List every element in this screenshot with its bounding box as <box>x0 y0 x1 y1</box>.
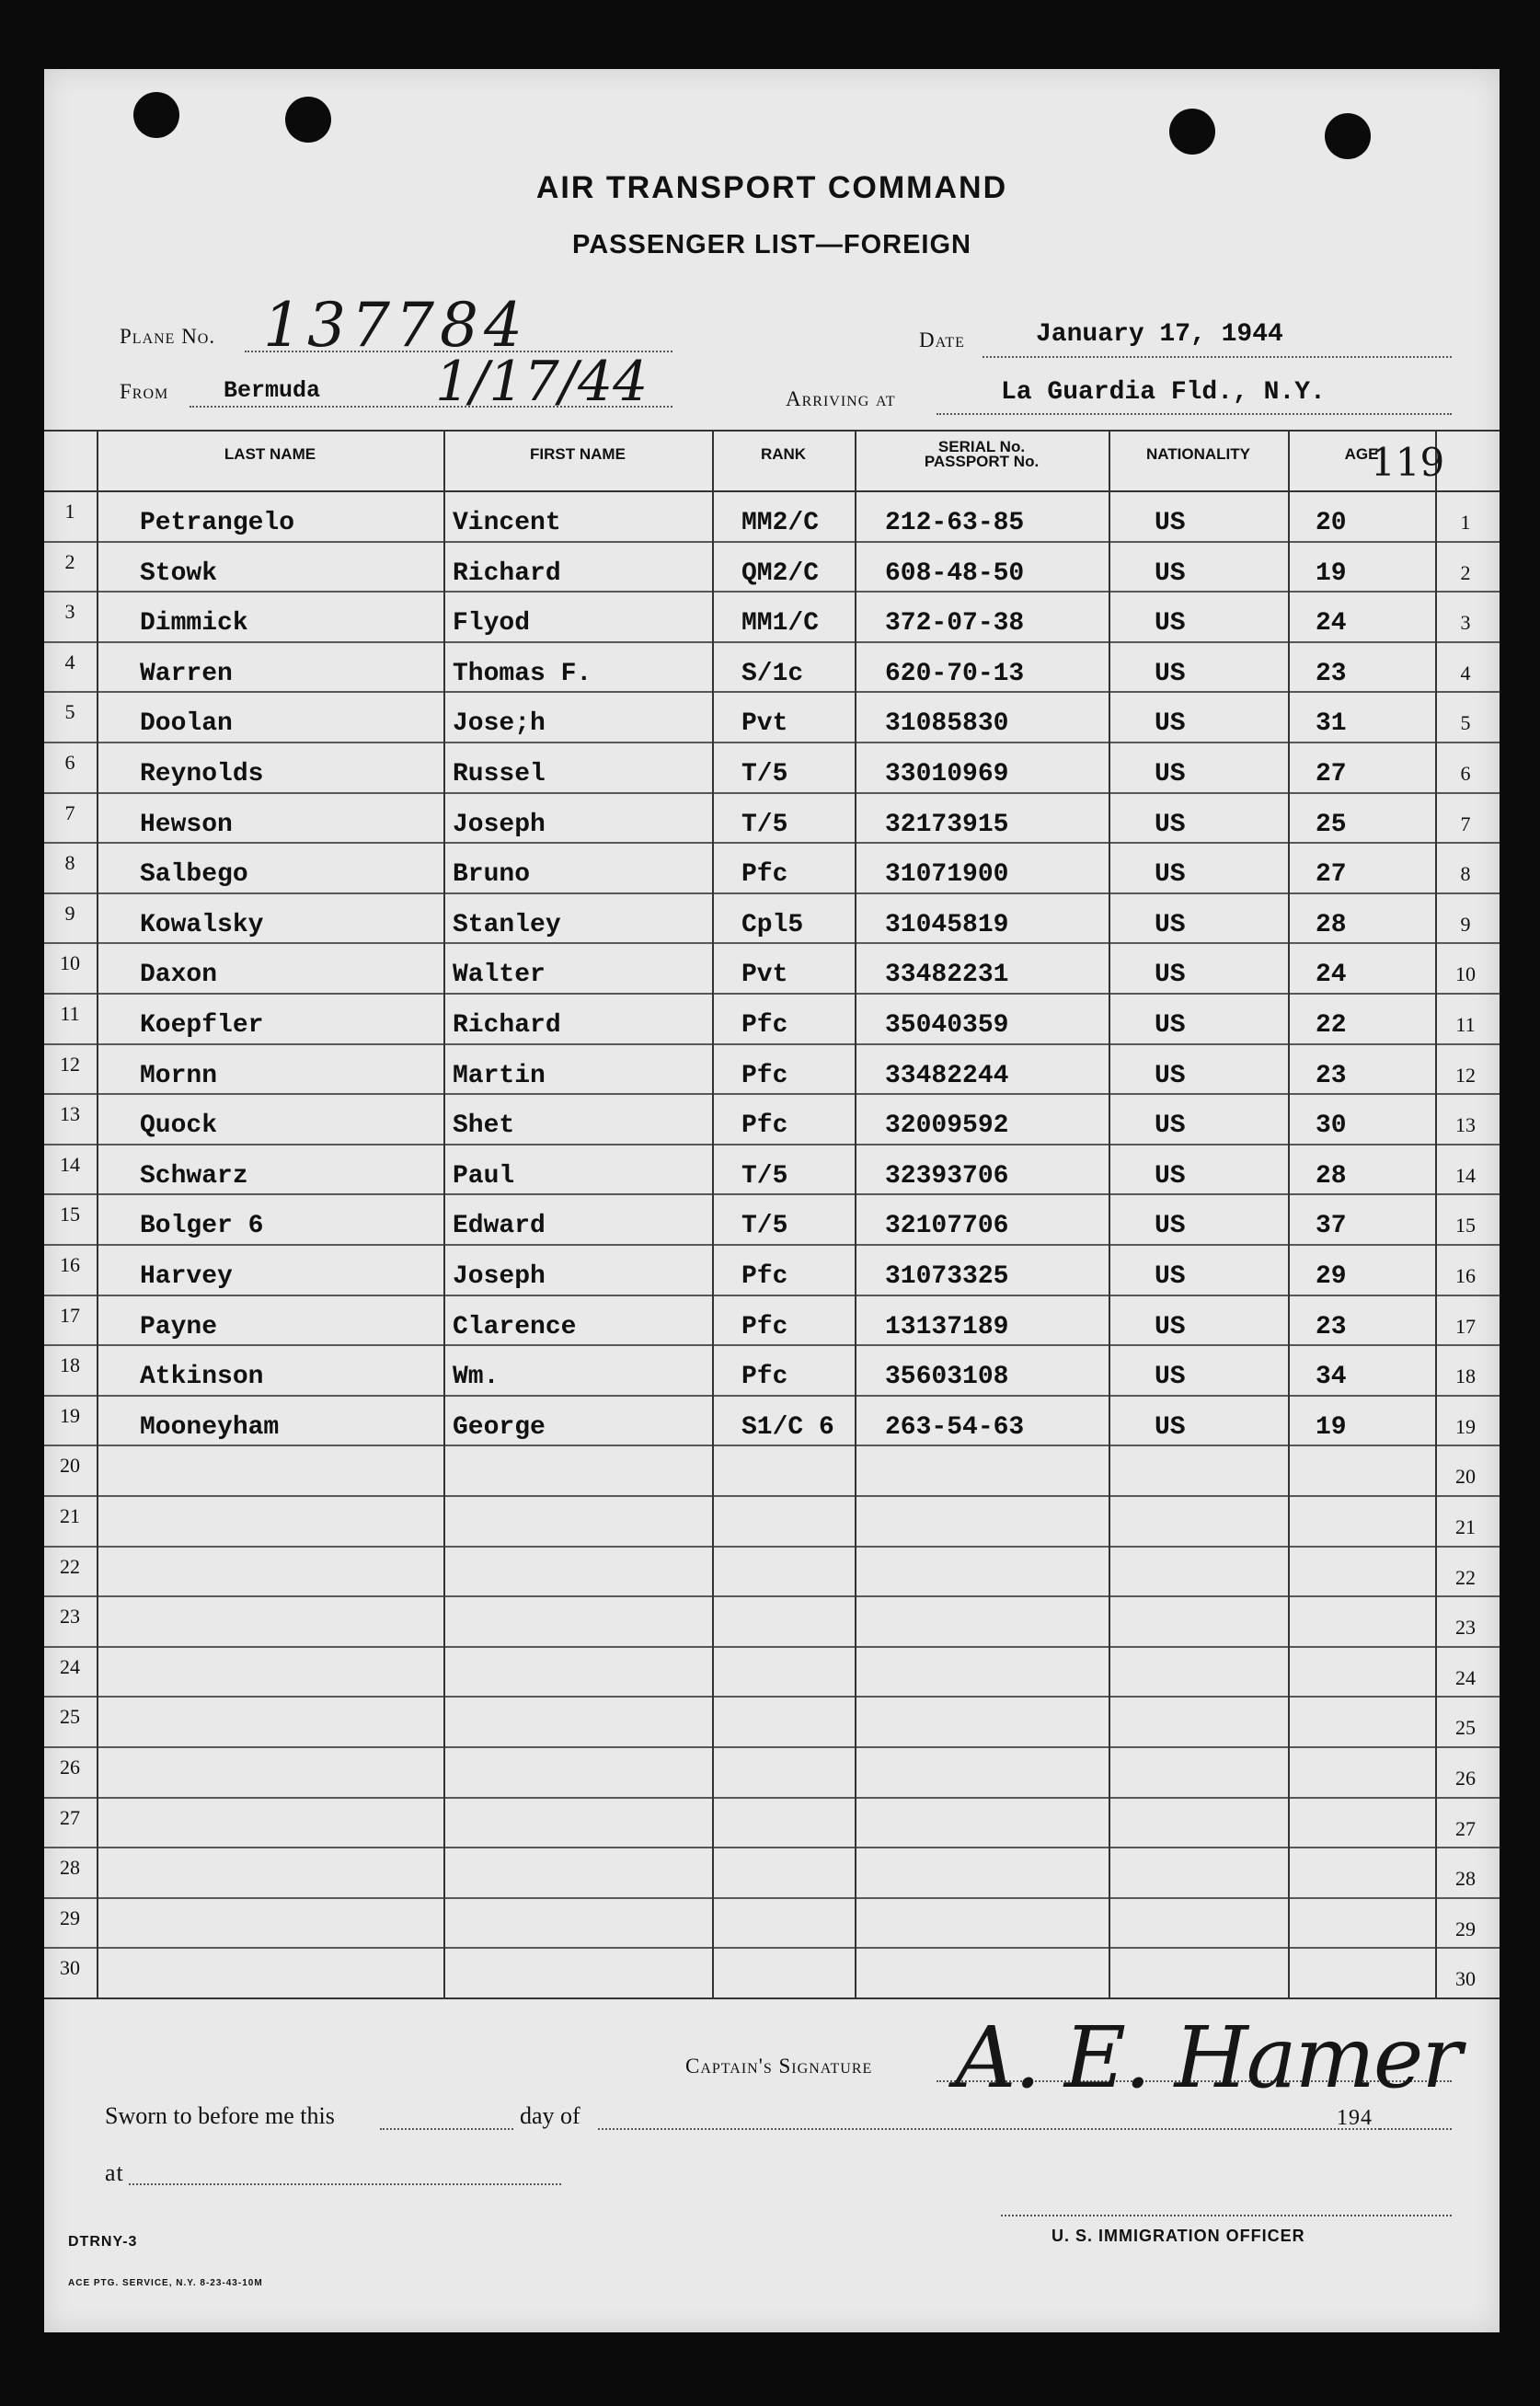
last-name-cell: Atkinson <box>140 1363 264 1392</box>
row-number-left: 12 <box>60 1052 80 1076</box>
from-label: From <box>120 380 169 403</box>
first-name-cell: Joseph <box>453 1262 546 1291</box>
nationality-cell: US <box>1155 1262 1186 1291</box>
row-number-right: 21 <box>1455 1515 1476 1538</box>
table-row-line <box>44 993 1500 995</box>
first-name-cell: Clarence <box>453 1312 577 1341</box>
nationality-cell: US <box>1155 760 1186 789</box>
page-number-stamp: 119 <box>1371 440 1445 485</box>
row-number-left: 6 <box>64 751 75 774</box>
nationality-cell: US <box>1155 961 1186 990</box>
row-number-right: 20 <box>1455 1465 1476 1489</box>
serial-no-cell: 372-07-38 <box>885 609 1025 639</box>
table-row-line <box>44 591 1500 593</box>
first-name-cell: Flyod <box>453 609 531 639</box>
header-age: AGE <box>1344 445 1379 463</box>
age-cell: 24 <box>1316 609 1347 639</box>
serial-no-cell: 32009592 <box>885 1111 1009 1141</box>
from-value: Bermuda <box>224 377 321 404</box>
nationality-cell: US <box>1155 1011 1186 1040</box>
table-row-line <box>44 792 1500 794</box>
first-name-cell: Walter <box>453 961 546 990</box>
last-name-cell: Harvey <box>140 1262 233 1291</box>
first-name-cell: George <box>453 1412 546 1442</box>
row-number-left: 13 <box>60 1102 80 1126</box>
table-row-line <box>44 1595 1500 1597</box>
from-handwritten-date: 1/17/44 <box>435 350 649 414</box>
row-number-right: 23 <box>1455 1616 1476 1640</box>
rank-cell: MM2/C <box>741 509 820 537</box>
row-number-right: 3 <box>1460 611 1471 635</box>
nationality-cell: US <box>1155 1212 1186 1241</box>
header-nationality: NATIONALITY <box>1145 445 1250 463</box>
first-name-cell: Richard <box>453 1011 561 1040</box>
row-number-left: 21 <box>60 1504 80 1527</box>
serial-no-cell: 33482231 <box>885 961 1009 990</box>
row-number-right: 28 <box>1455 1867 1476 1891</box>
table-row-line <box>44 1947 1500 1949</box>
arriving-at-value: La Guardia Fld., N.Y. <box>1001 378 1326 407</box>
first-name-cell: Paul <box>453 1161 515 1191</box>
rank-cell: Pfc <box>741 1363 788 1392</box>
row-number-right: 6 <box>1460 762 1471 785</box>
table-row-line <box>44 942 1500 944</box>
last-name-cell: Kowalsky <box>140 910 264 939</box>
age-cell: 23 <box>1316 659 1347 688</box>
row-number-right: 10 <box>1455 962 1476 986</box>
immigration-officer-line <box>1001 2215 1452 2216</box>
last-name-cell: Salbego <box>140 860 248 890</box>
row-number-right: 22 <box>1455 1565 1476 1589</box>
nationality-cell: US <box>1155 910 1186 939</box>
nationality-cell: US <box>1155 1363 1186 1392</box>
row-number-left: 24 <box>60 1654 80 1678</box>
row-number-right: 30 <box>1455 1967 1476 1991</box>
row-number-right: 26 <box>1455 1767 1476 1790</box>
row-number-right: 12 <box>1455 1063 1476 1087</box>
header-passport-no: PASSPORT No. <box>924 453 1040 470</box>
row-number-left: 10 <box>60 951 80 975</box>
table-row-line <box>44 1295 1500 1296</box>
first-name-cell: Richard <box>453 558 561 588</box>
column-divider-serial <box>1109 430 1110 1997</box>
day-of-label: day of <box>520 2102 580 2129</box>
row-number-left: 1 <box>64 500 75 523</box>
row-number-left: 5 <box>64 700 75 724</box>
last-name-cell: Hewson <box>140 810 233 839</box>
plane-no-value: 137784 <box>263 290 528 361</box>
row-number-right: 5 <box>1460 711 1471 735</box>
rank-cell: QM2/C <box>741 558 820 588</box>
first-name-cell: Edward <box>453 1212 546 1241</box>
row-number-right: 29 <box>1455 1917 1476 1940</box>
row-number-left: 27 <box>60 1805 80 1829</box>
passenger-list-document <box>44 69 1500 2332</box>
age-cell: 30 <box>1316 1111 1347 1141</box>
column-divider-num <box>97 430 98 1997</box>
row-number-left: 8 <box>64 851 75 875</box>
sworn-label: Sworn to before me this <box>105 2102 335 2129</box>
row-number-left: 26 <box>60 1756 80 1779</box>
age-cell: 24 <box>1316 961 1347 990</box>
age-cell: 25 <box>1316 810 1347 839</box>
printer-line: ACE PTG. SERVICE, N.Y. 8-23-43-10M <box>68 2278 263 2288</box>
age-cell: 28 <box>1316 910 1347 939</box>
serial-no-cell: 32107706 <box>885 1212 1009 1241</box>
table-header-bottom-line <box>44 490 1500 492</box>
row-number-left: 2 <box>64 549 75 573</box>
table-row-line <box>44 1445 1500 1446</box>
last-name-cell: Daxon <box>140 961 218 990</box>
row-number-right: 25 <box>1455 1716 1476 1740</box>
last-name-cell: Stowk <box>140 558 218 588</box>
age-cell: 37 <box>1316 1212 1347 1241</box>
header-last-name: LAST NAME <box>224 445 316 463</box>
last-name-cell: Schwarz <box>140 1161 248 1191</box>
sworn-month-line <box>598 2128 1380 2130</box>
table-row-line <box>44 1897 1500 1899</box>
row-number-right: 14 <box>1455 1163 1476 1187</box>
row-number-left: 25 <box>60 1705 80 1729</box>
row-number-left: 3 <box>64 600 75 624</box>
rank-cell: Pfc <box>741 1262 788 1291</box>
age-cell: 27 <box>1316 860 1347 890</box>
row-number-left: 7 <box>64 800 75 824</box>
column-divider-rank <box>855 430 856 1997</box>
table-row-line <box>44 1344 1500 1346</box>
table-row-line <box>44 1093 1500 1095</box>
table-row-line <box>44 1746 1500 1748</box>
rank-cell: Pvt <box>741 961 788 990</box>
table-row-line <box>44 842 1500 844</box>
row-number-left: 30 <box>60 1956 80 1980</box>
first-name-cell: Joseph <box>453 810 546 839</box>
document-subtitle: PASSENGER LIST—FOREIGN <box>572 230 971 259</box>
last-name-cell: Reynolds <box>140 760 264 789</box>
row-number-left: 18 <box>60 1353 80 1377</box>
nationality-cell: US <box>1155 509 1186 537</box>
table-row-line <box>44 1244 1500 1246</box>
age-cell: 22 <box>1316 1011 1347 1040</box>
row-number-left: 17 <box>60 1303 80 1327</box>
first-name-cell: Vincent <box>453 509 561 537</box>
serial-no-cell: 33482244 <box>885 1061 1009 1090</box>
sworn-day-line <box>380 2128 513 2130</box>
nationality-cell: US <box>1155 558 1186 588</box>
last-name-cell: Bolger 6 <box>140 1212 264 1241</box>
serial-no-cell: 31045819 <box>885 910 1009 939</box>
row-number-right: 13 <box>1455 1113 1476 1137</box>
rank-cell: Cpl5 <box>741 910 804 939</box>
nationality-cell: US <box>1155 659 1186 688</box>
serial-no-cell: 608-48-50 <box>885 558 1025 588</box>
row-number-left: 15 <box>60 1203 80 1226</box>
table-row-line <box>44 1144 1500 1145</box>
serial-no-cell: 32393706 <box>885 1161 1009 1191</box>
year-label: 194 <box>1337 2106 1373 2130</box>
serial-no-cell: 31071900 <box>885 860 1009 890</box>
rank-cell: Pfc <box>741 1111 788 1141</box>
at-line <box>129 2183 561 2185</box>
first-name-cell: Bruno <box>453 860 531 890</box>
serial-no-cell: 32173915 <box>885 810 1009 839</box>
nationality-cell: US <box>1155 810 1186 839</box>
column-divider-last <box>443 430 445 1997</box>
age-cell: 20 <box>1316 509 1347 537</box>
rank-cell: T/5 <box>741 1212 788 1241</box>
last-name-cell: Mornn <box>140 1061 218 1090</box>
last-name-cell: Payne <box>140 1312 218 1341</box>
column-divider-first <box>712 430 714 1997</box>
table-row-line <box>44 1997 1500 1999</box>
age-cell: 31 <box>1316 709 1347 739</box>
captains-signature-label: Captain's Signature <box>685 2055 873 2078</box>
table-row-line <box>44 541 1500 543</box>
first-name-cell: Wm. <box>453 1363 500 1392</box>
punch-hole <box>133 92 179 138</box>
row-number-right: 16 <box>1455 1264 1476 1287</box>
date-value: January 17, 1944 <box>1036 320 1283 349</box>
row-number-right: 27 <box>1455 1816 1476 1840</box>
age-cell: 19 <box>1316 558 1347 588</box>
rank-cell: T/5 <box>741 1161 788 1191</box>
rank-cell: MM1/C <box>741 609 820 639</box>
row-number-left: 11 <box>60 1002 80 1025</box>
nationality-cell: US <box>1155 1312 1186 1341</box>
row-number-left: 29 <box>60 1905 80 1929</box>
rank-cell: Pfc <box>741 1011 788 1040</box>
table-row-line <box>44 1646 1500 1648</box>
row-number-left: 20 <box>60 1454 80 1478</box>
nationality-cell: US <box>1155 709 1186 739</box>
date-line <box>983 356 1452 358</box>
first-name-cell: Stanley <box>453 910 561 939</box>
row-number-left: 14 <box>60 1152 80 1176</box>
last-name-cell: Dimmick <box>140 609 248 639</box>
row-number-left: 28 <box>60 1856 80 1880</box>
row-number-right: 11 <box>1455 1013 1476 1036</box>
at-label: at <box>105 2159 124 2186</box>
rank-cell: Pfc <box>741 860 788 890</box>
row-number-right: 17 <box>1455 1314 1476 1338</box>
nationality-cell: US <box>1155 1111 1186 1141</box>
age-cell: 34 <box>1316 1363 1347 1392</box>
nationality-cell: US <box>1155 1061 1186 1090</box>
table-row-line <box>44 1847 1500 1848</box>
row-number-left: 23 <box>60 1605 80 1629</box>
row-number-right: 19 <box>1455 1414 1476 1438</box>
serial-no-cell: 13137189 <box>885 1312 1009 1341</box>
plane-no-label: Plane No. <box>120 325 216 348</box>
serial-no-cell: 263-54-63 <box>885 1412 1025 1442</box>
age-cell: 27 <box>1316 760 1347 789</box>
nationality-cell: US <box>1155 860 1186 890</box>
age-cell: 28 <box>1316 1161 1347 1191</box>
date-label: Date <box>919 328 965 351</box>
punch-hole <box>1169 109 1215 155</box>
rank-cell: Pvt <box>741 709 788 739</box>
last-name-cell: Petrangelo <box>140 509 295 537</box>
table-top-line <box>44 430 1500 432</box>
year-line <box>1380 2128 1452 2130</box>
last-name-cell: Doolan <box>140 709 233 739</box>
table-row-line <box>44 1395 1500 1397</box>
age-cell: 19 <box>1316 1412 1347 1442</box>
age-cell: 23 <box>1316 1061 1347 1090</box>
row-number-right: 18 <box>1455 1364 1476 1388</box>
serial-no-cell: 31073325 <box>885 1262 1009 1291</box>
table-row-line <box>44 691 1500 693</box>
row-number-right: 9 <box>1460 912 1471 936</box>
header-rank: RANK <box>760 445 807 463</box>
last-name-cell: Koepfler <box>140 1011 264 1040</box>
punch-hole <box>285 97 331 143</box>
immigration-officer-label: U. S. IMMIGRATION OFFICER <box>1052 2227 1305 2245</box>
first-name-cell: Shet <box>453 1111 515 1141</box>
serial-no-cell: 620-70-13 <box>885 659 1025 688</box>
document-title: AIR TRANSPORT COMMAND <box>535 170 1008 205</box>
rank-cell: S1/C 6 <box>741 1412 834 1442</box>
table-row-line <box>44 1495 1500 1497</box>
row-number-left: 19 <box>60 1403 80 1427</box>
table-row-line <box>44 1797 1500 1799</box>
row-number-left: 9 <box>64 901 75 925</box>
row-number-right: 24 <box>1455 1665 1476 1689</box>
table-row-line <box>44 1696 1500 1698</box>
last-name-cell: Mooneyham <box>140 1412 280 1442</box>
rank-cell: T/5 <box>741 810 788 839</box>
arriving-at-line <box>937 413 1452 415</box>
last-name-cell: Warren <box>140 659 233 688</box>
serial-no-cell: 212-63-85 <box>885 509 1025 537</box>
row-number-right: 15 <box>1455 1214 1476 1238</box>
column-divider-age <box>1435 430 1437 1997</box>
row-number-right: 1 <box>1460 511 1471 534</box>
table-row-line <box>44 742 1500 743</box>
punch-hole <box>1325 113 1371 159</box>
table-row-line <box>44 641 1500 643</box>
first-name-cell: Thomas F. <box>453 659 592 688</box>
row-number-right: 2 <box>1460 560 1471 584</box>
serial-no-cell: 35040359 <box>885 1011 1009 1040</box>
rank-cell: Pfc <box>741 1061 788 1090</box>
first-name-cell: Martin <box>453 1061 546 1090</box>
last-name-cell: Quock <box>140 1111 218 1141</box>
row-number-left: 16 <box>60 1253 80 1276</box>
age-cell: 23 <box>1316 1312 1347 1341</box>
row-number-right: 4 <box>1460 661 1471 685</box>
rank-cell: Pfc <box>741 1312 788 1341</box>
captain-signature: A. E. Hamer <box>955 2009 1461 2107</box>
rank-cell: S/1c <box>741 659 804 688</box>
table-row-line <box>44 1546 1500 1548</box>
row-number-left: 4 <box>64 650 75 673</box>
age-cell: 29 <box>1316 1262 1347 1291</box>
rank-cell: T/5 <box>741 760 788 789</box>
row-number-right: 8 <box>1460 862 1471 886</box>
serial-no-cell: 33010969 <box>885 760 1009 789</box>
row-number-right: 7 <box>1460 812 1471 835</box>
form-code: DTRNY-3 <box>68 2234 138 2250</box>
table-row-line <box>44 892 1500 894</box>
first-name-cell: Jose;h <box>453 709 546 739</box>
arriving-at-label: Arriving at <box>786 387 896 410</box>
serial-no-cell: 35603108 <box>885 1363 1009 1392</box>
row-number-left: 22 <box>60 1554 80 1578</box>
first-name-cell: Russel <box>453 760 546 789</box>
nationality-cell: US <box>1155 1412 1186 1442</box>
nationality-cell: US <box>1155 609 1186 639</box>
table-row-line <box>44 1043 1500 1045</box>
serial-no-cell: 31085830 <box>885 709 1009 739</box>
column-divider-nat <box>1288 430 1290 1997</box>
header-first-name: FIRST NAME <box>530 445 626 463</box>
nationality-cell: US <box>1155 1161 1186 1191</box>
table-row-line <box>44 1193 1500 1195</box>
header-serial-no: SERIAL No. <box>937 438 1026 455</box>
